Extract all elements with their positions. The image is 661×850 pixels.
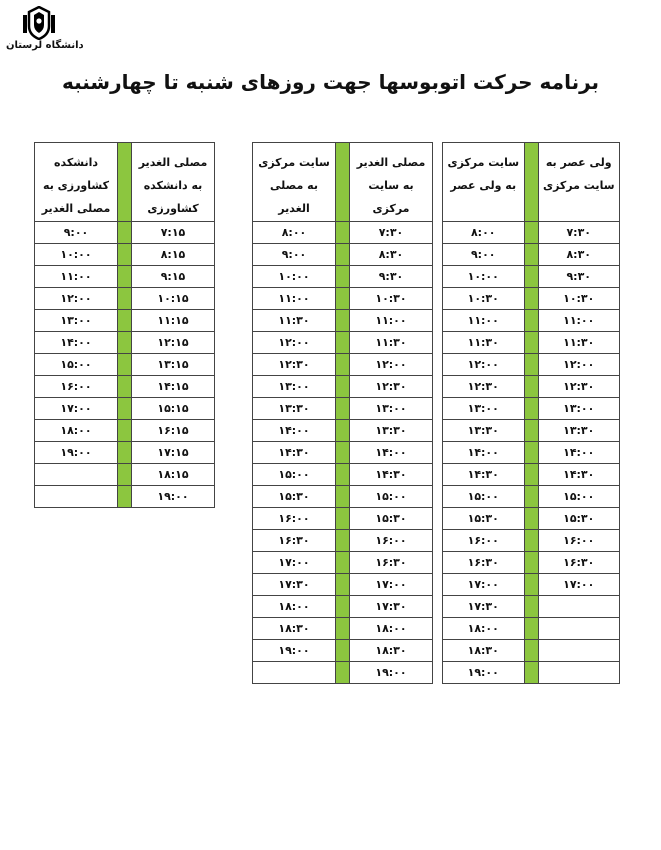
return-time-cell: ۱۷:۳۰ (443, 596, 525, 618)
return-time-cell: ۱۴:۰۰ (35, 332, 118, 354)
departure-time-cell: ۱۳:۱۵ (132, 354, 215, 376)
return-time-cell: ۱۳:۰۰ (35, 310, 118, 332)
departure-time-cell: ۸:۳۰ (350, 244, 433, 266)
departure-time-cell: ۱۶:۰۰ (350, 530, 433, 552)
return-time-cell: ۱۵:۰۰ (443, 486, 525, 508)
divider-column (118, 354, 132, 376)
schedule-table-valiasr-central (442, 142, 620, 684)
divider-column (524, 288, 538, 310)
table-header-row (35, 143, 215, 222)
table-row (443, 640, 620, 662)
table-row (443, 244, 620, 266)
return-time-cell: ۱۷:۳۰ (253, 574, 336, 596)
table-row (253, 332, 433, 354)
departure-time-cell: ۱۰:۱۵ (132, 288, 215, 310)
return-time-cell: ۱۲:۰۰ (253, 332, 336, 354)
table-row (253, 662, 433, 684)
divider-column (336, 266, 350, 288)
return-time-cell: ۸:۰۰ (443, 222, 525, 244)
table-row (443, 398, 620, 420)
return-time-cell: ۱۴:۰۰ (253, 420, 336, 442)
university-name: دانشگاه لرستان (6, 40, 84, 51)
divider-column (524, 530, 538, 552)
departure-time-cell: ۱۱:۰۰ (538, 310, 620, 332)
table-row (35, 354, 215, 376)
departure-time-cell: ۱۴:۰۰ (350, 442, 433, 464)
divider-column (118, 464, 132, 486)
table-row (443, 508, 620, 530)
return-time-cell: ۱۹:۰۰ (253, 640, 336, 662)
table-row (253, 574, 433, 596)
divider-column (524, 354, 538, 376)
departure-time-cell (538, 640, 620, 662)
table-row (35, 442, 215, 464)
table-row (35, 266, 215, 288)
schedule-table-mosalla-central (252, 142, 433, 684)
return-time-cell: ۱۷:۰۰ (35, 398, 118, 420)
schedule-table-mosalla-agriculture (34, 142, 215, 508)
table-row (253, 288, 433, 310)
divider-column (118, 420, 132, 442)
divider-column (336, 442, 350, 464)
departure-time-cell: ۹:۳۰ (538, 266, 620, 288)
table-row (253, 508, 433, 530)
table-row (253, 618, 433, 640)
divider-column (524, 420, 538, 442)
departure-time-cell: ۱۴:۰۰ (538, 442, 620, 464)
divider-column (336, 596, 350, 618)
divider-column (336, 574, 350, 596)
return-time-cell: ۱۹:۰۰ (35, 442, 118, 464)
departure-time-cell: ۱۴:۳۰ (350, 464, 433, 486)
table-row (253, 596, 433, 618)
return-time-cell: ۱۱:۳۰ (253, 310, 336, 332)
divider-column (118, 398, 132, 420)
table-row (35, 332, 215, 354)
return-time-cell: ۱۴:۳۰ (253, 442, 336, 464)
return-time-cell: ۱۸:۰۰ (35, 420, 118, 442)
departure-time-cell (538, 618, 620, 640)
departure-time-cell: ۱۸:۳۰ (350, 640, 433, 662)
table-row (253, 464, 433, 486)
table-row (443, 464, 620, 486)
table-row (35, 310, 215, 332)
divider-column (336, 332, 350, 354)
divider-column (336, 354, 350, 376)
return-time-cell: ۱۰:۰۰ (443, 266, 525, 288)
divider-column (118, 332, 132, 354)
table-row (253, 398, 433, 420)
departure-time-cell: ۱۷:۳۰ (350, 596, 433, 618)
divider-column (336, 618, 350, 640)
return-time-cell: ۱۳:۳۰ (253, 398, 336, 420)
departure-time-cell: ۱۳:۳۰ (350, 420, 433, 442)
departure-time-cell: ۱۱:۳۰ (350, 332, 433, 354)
column-header: دانشکده کشاورزی به مصلی الغدیر (35, 143, 118, 222)
divider-column (118, 442, 132, 464)
departure-time-cell: ۱۲:۱۵ (132, 332, 215, 354)
departure-time-cell: ۷:۳۰ (538, 222, 620, 244)
divider-column (524, 464, 538, 486)
departure-time-cell (538, 596, 620, 618)
university-emblem-icon (21, 6, 57, 40)
return-time-cell: ۱۶:۰۰ (253, 508, 336, 530)
divider-column (118, 376, 132, 398)
table-header-row (253, 143, 433, 222)
return-time-cell: ۱۲:۳۰ (253, 354, 336, 376)
divider-column (118, 486, 132, 508)
table-row (443, 596, 620, 618)
table-row (253, 640, 433, 662)
divider-column (336, 640, 350, 662)
departure-time-cell: ۱۲:۳۰ (538, 376, 620, 398)
table-header-row (443, 143, 620, 222)
divider-column (336, 486, 350, 508)
table-row (35, 486, 215, 508)
departure-time-cell: ۷:۱۵ (132, 222, 215, 244)
divider-column (524, 376, 538, 398)
table-row (443, 288, 620, 310)
return-time-cell: ۱۰:۳۰ (443, 288, 525, 310)
departure-time-cell: ۱۵:۳۰ (538, 508, 620, 530)
divider-column (118, 222, 132, 244)
table-row (443, 662, 620, 684)
departure-time-cell: ۱۲:۳۰ (350, 376, 433, 398)
table-row (253, 310, 433, 332)
departure-time-cell: ۱۳:۰۰ (538, 398, 620, 420)
departure-time-cell: ۱۰:۳۰ (538, 288, 620, 310)
return-time-cell: ۱۴:۰۰ (443, 442, 525, 464)
table-row (253, 376, 433, 398)
departure-time-cell (538, 662, 620, 684)
return-time-cell: ۹:۰۰ (35, 222, 118, 244)
return-time-cell: ۹:۰۰ (443, 244, 525, 266)
departure-time-cell: ۱۶:۱۵ (132, 420, 215, 442)
divider-column (524, 640, 538, 662)
table-row (35, 420, 215, 442)
divider-column (336, 530, 350, 552)
divider-column (524, 574, 538, 596)
divider-column (524, 486, 538, 508)
return-time-cell: ۱۶:۰۰ (35, 376, 118, 398)
divider-column (524, 398, 538, 420)
departure-time-cell: ۸:۱۵ (132, 244, 215, 266)
departure-time-cell: ۱۱:۳۰ (538, 332, 620, 354)
departure-time-cell: ۱۲:۰۰ (350, 354, 433, 376)
divider-column (118, 310, 132, 332)
table-row (253, 442, 433, 464)
divider-column (336, 310, 350, 332)
return-time-cell: ۱۸:۰۰ (253, 596, 336, 618)
departure-time-cell: ۱۳:۳۰ (538, 420, 620, 442)
return-time-cell: ۱۳:۰۰ (253, 376, 336, 398)
divider-column (524, 310, 538, 332)
table-row (35, 244, 215, 266)
table-row (443, 574, 620, 596)
departure-time-cell: ۱۷:۰۰ (538, 574, 620, 596)
return-time-cell: ۱۳:۳۰ (443, 420, 525, 442)
table-row (35, 398, 215, 420)
divider-column (118, 244, 132, 266)
table-row (253, 266, 433, 288)
table-row (443, 222, 620, 244)
table-row (443, 442, 620, 464)
divider-column (524, 596, 538, 618)
divider-column (336, 552, 350, 574)
return-time-cell: ۱۲:۰۰ (35, 288, 118, 310)
departure-time-cell: ۱۶:۳۰ (538, 552, 620, 574)
table-row (253, 552, 433, 574)
table-row (443, 266, 620, 288)
departure-time-cell: ۱۹:۰۰ (350, 662, 433, 684)
table-row (35, 376, 215, 398)
divider-column (524, 222, 538, 244)
divider-column (336, 143, 350, 222)
table-row (443, 354, 620, 376)
departure-time-cell: ۹:۳۰ (350, 266, 433, 288)
column-header: مصلی الغدیر به دانشکده کشاورزی (132, 143, 215, 222)
return-time-cell: ۱۱:۰۰ (35, 266, 118, 288)
divider-column (118, 143, 132, 222)
return-time-cell: ۱۶:۳۰ (443, 552, 525, 574)
divider-column (524, 552, 538, 574)
return-time-cell (35, 486, 118, 508)
table-row (443, 530, 620, 552)
divider-column (336, 508, 350, 530)
departure-time-cell: ۱۸:۰۰ (350, 618, 433, 640)
divider-column (336, 464, 350, 486)
divider-column (336, 244, 350, 266)
table-row (253, 420, 433, 442)
departure-time-cell: ۹:۱۵ (132, 266, 215, 288)
departure-time-cell: ۱۶:۰۰ (538, 530, 620, 552)
table-row (253, 354, 433, 376)
departure-time-cell: ۱۱:۰۰ (350, 310, 433, 332)
divider-column (336, 288, 350, 310)
table-row (443, 332, 620, 354)
table-row (35, 222, 215, 244)
departure-time-cell: ۱۰:۳۰ (350, 288, 433, 310)
column-header: سایت مرکزی به مصلی الغدیر (253, 143, 336, 222)
column-header: مصلی الغدیر به سایت مرکزی (350, 143, 433, 222)
departure-time-cell: ۱۶:۳۰ (350, 552, 433, 574)
departure-time-cell: ۷:۳۰ (350, 222, 433, 244)
return-time-cell: ۹:۰۰ (253, 244, 336, 266)
departure-time-cell: ۱۵:۰۰ (538, 486, 620, 508)
table-row (443, 310, 620, 332)
departure-time-cell: ۱۴:۳۰ (538, 464, 620, 486)
return-time-cell: ۱۶:۰۰ (443, 530, 525, 552)
departure-time-cell: ۱۵:۳۰ (350, 508, 433, 530)
divider-column (118, 266, 132, 288)
return-time-cell: ۱۸:۳۰ (443, 640, 525, 662)
table-row (443, 420, 620, 442)
divider-column (118, 288, 132, 310)
divider-column (336, 420, 350, 442)
departure-time-cell: ۱۹:۰۰ (132, 486, 215, 508)
divider-column (524, 332, 538, 354)
return-time-cell: ۱۵:۳۰ (253, 486, 336, 508)
page-title: برنامه حرکت اتوبوسها جهت روزهای شنبه تا چهارشنبه (61, 70, 600, 94)
column-header: سایت مرکزی به ولی عصر (443, 143, 525, 222)
table-row (443, 552, 620, 574)
divider-column (524, 618, 538, 640)
return-time-cell: ۱۴:۳۰ (443, 464, 525, 486)
table-row (253, 530, 433, 552)
divider-column (336, 662, 350, 684)
departure-time-cell: ۱۸:۱۵ (132, 464, 215, 486)
table-row (253, 222, 433, 244)
departure-time-cell: ۱۲:۰۰ (538, 354, 620, 376)
return-time-cell: ۸:۰۰ (253, 222, 336, 244)
return-time-cell: ۱۵:۰۰ (35, 354, 118, 376)
return-time-cell: ۱۸:۰۰ (443, 618, 525, 640)
table-row (443, 486, 620, 508)
divider-column (524, 442, 538, 464)
return-time-cell (253, 662, 336, 684)
return-time-cell: ۱۲:۳۰ (443, 376, 525, 398)
return-time-cell: ۱۰:۰۰ (35, 244, 118, 266)
divider-column (524, 143, 538, 222)
table-row (35, 288, 215, 310)
return-time-cell: ۱۹:۰۰ (443, 662, 525, 684)
column-header: ولی عصر به سایت مرکزی (538, 143, 620, 222)
departure-time-cell: ۱۷:۰۰ (350, 574, 433, 596)
departure-time-cell: ۱۴:۱۵ (132, 376, 215, 398)
table-row (443, 618, 620, 640)
departure-time-cell: ۱۳:۰۰ (350, 398, 433, 420)
divider-column (524, 662, 538, 684)
return-time-cell: ۱۵:۰۰ (253, 464, 336, 486)
return-time-cell: ۱۱:۰۰ (443, 310, 525, 332)
return-time-cell: ۱۸:۳۰ (253, 618, 336, 640)
university-logo (6, 6, 84, 56)
departure-time-cell: ۱۵:۱۵ (132, 398, 215, 420)
table-row (443, 376, 620, 398)
table-row (253, 486, 433, 508)
return-time-cell: ۱۶:۳۰ (253, 530, 336, 552)
divider-column (336, 222, 350, 244)
divider-column (336, 398, 350, 420)
return-time-cell: ۱۰:۰۰ (253, 266, 336, 288)
table-row (35, 464, 215, 486)
table-row (253, 244, 433, 266)
divider-column (336, 376, 350, 398)
return-time-cell: ۱۷:۰۰ (443, 574, 525, 596)
return-time-cell: ۱۳:۰۰ (443, 398, 525, 420)
divider-column (524, 508, 538, 530)
return-time-cell (35, 464, 118, 486)
divider-column (524, 266, 538, 288)
return-time-cell: ۱۷:۰۰ (253, 552, 336, 574)
departure-time-cell: ۱۵:۰۰ (350, 486, 433, 508)
departure-time-cell: ۸:۳۰ (538, 244, 620, 266)
return-time-cell: ۱۱:۳۰ (443, 332, 525, 354)
departure-time-cell: ۱۷:۱۵ (132, 442, 215, 464)
return-time-cell: ۱۵:۳۰ (443, 508, 525, 530)
divider-column (524, 244, 538, 266)
return-time-cell: ۱۲:۰۰ (443, 354, 525, 376)
departure-time-cell: ۱۱:۱۵ (132, 310, 215, 332)
return-time-cell: ۱۱:۰۰ (253, 288, 336, 310)
